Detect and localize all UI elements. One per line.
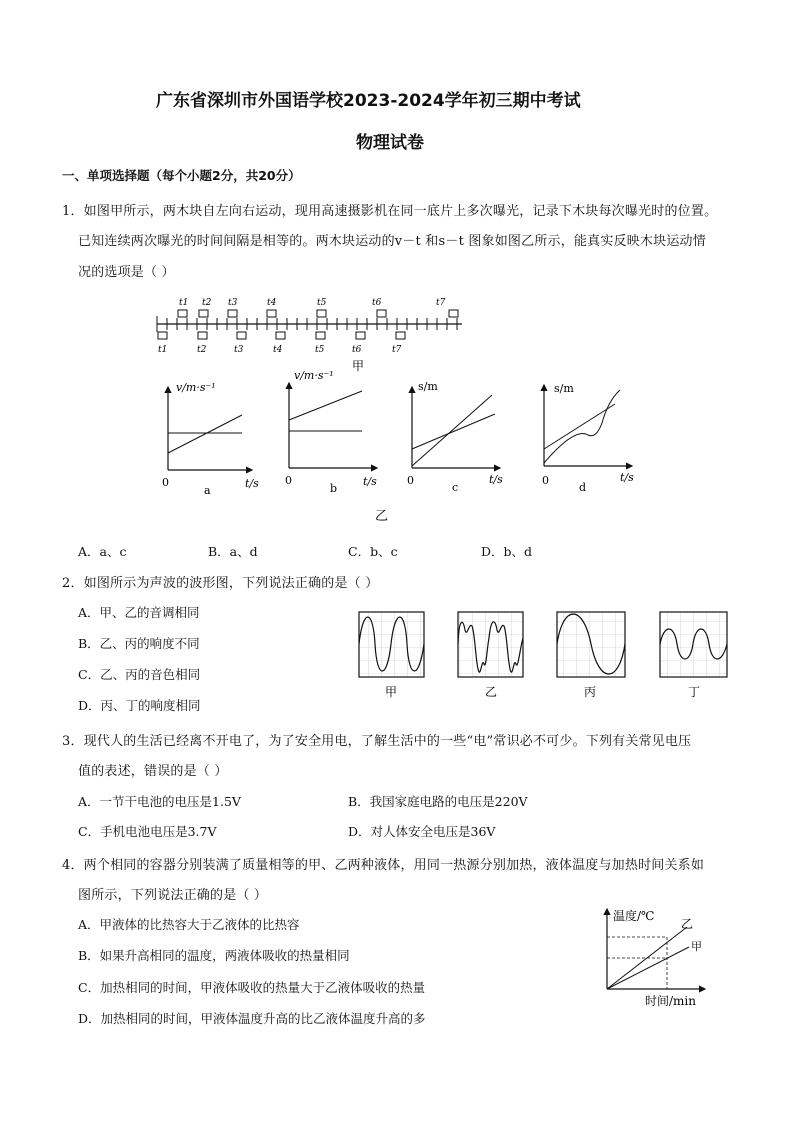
q4-option-c[interactable]: C．加热相同的时间，甲液体吸收的热量大于乙液体吸收的热量 [78,980,426,995]
wave-label-yi: 乙 [485,685,498,699]
top-label: t3 [228,298,238,308]
bottom-label: t3 [234,345,244,355]
q4-option-a[interactable]: A．甲液体的比热容大于乙液体的比热容 [78,917,300,932]
graph-c-name: c [452,481,459,494]
straight-line [544,404,615,449]
graph-a [162,381,259,497]
bottom-label: t1 [158,345,168,355]
graph-c-xlabel: t/s [489,473,503,486]
top-block [267,310,276,317]
q3-option-b[interactable]: B．我国家庭电路的电压是220V [348,794,528,809]
q1-line3: 况的选项是（ ） [78,265,175,280]
bottom-block [356,332,365,339]
bottom-label: t4 [273,345,283,355]
q4-option-b[interactable]: B．如果升高相同的温度，两液体吸收的热量相同 [78,948,350,963]
figure-caption-jia: 甲 [352,359,365,373]
curved-line [544,390,620,463]
graph-a-origin: 0 [162,476,169,489]
rising-line [168,415,242,453]
graph-d-name: d [579,481,587,494]
graph-c [407,380,503,494]
q1-figure-jia [140,290,480,375]
wave-label-ding: 丁 [688,685,701,699]
q4-line-label-yi: 乙 [681,917,694,931]
line-jia [607,947,689,989]
q1-option-b[interactable]: B．a、d [208,544,258,559]
q4-line-label-jia: 甲 [691,940,702,953]
graph-b [285,369,377,495]
q2-option-c[interactable]: C．乙、丙的音色相同 [78,667,201,682]
q1-line1: 1．如图甲所示，两木块自左向右运动，现用高速摄影机在同一底片上多次曝光，记录下木块每次曝光时的位置。 [62,204,718,219]
q2-waveforms [355,608,735,703]
bottom-block [316,332,325,339]
q1-option-c[interactable]: C．b、c [348,544,398,559]
wave-box-ding [660,612,727,699]
top-block [377,310,386,317]
top-label: t7 [436,298,446,308]
top-block [199,310,208,317]
top-label: t4 [267,298,277,308]
graph-d-xlabel: t/s [620,471,634,484]
top-block [228,310,237,317]
q1-option-a[interactable]: A．a、c [78,544,127,559]
q1-figure-yi [150,365,650,525]
q1-line2: 已知连续两次曝光的时间间隔是相等的。两木块运动的v－t 和s－t 图象如图乙所示，能真实反映木块运动情 [78,234,706,249]
bottom-block [158,332,167,339]
figure-caption-yi: 乙 [375,509,389,524]
q3-option-c[interactable]: C．手机电池电压是3.7V [78,824,217,839]
top-label: t5 [317,298,327,308]
rising-line [289,391,362,420]
graph-d-ylabel: s/m [554,382,574,395]
q2-option-a[interactable]: A．甲、乙的音调相同 [78,605,200,620]
page-title: 广东省深圳市外国语学校2023-2024学年初三期中考试 [156,91,581,111]
q4-line2: 图所示，下列说法正确的是（ ） [78,888,268,903]
top-block [449,310,458,317]
q4-xlabel: 时间/min [645,994,696,1008]
graph-c-ylabel: s/m [418,380,438,393]
q3-line2: 值的表述，错误的是（ ） [78,764,228,779]
top-block [178,310,187,317]
q2-stem: 2．如图所示为声波的波形图，下列说法正确的是（ ） [62,576,379,591]
slow-line [412,414,495,449]
graph-b-name: b [330,482,338,495]
q3-option-a[interactable]: A．一节干电池的电压是1.5V [78,794,241,809]
wave-label-bing: 丙 [584,685,597,699]
graph-a-xlabel: t/s [245,477,259,490]
top-block [317,310,326,317]
graph-c-origin: 0 [407,474,414,487]
q4-option-d[interactable]: D．加热相同的时间，甲液体温度升高的比乙液体温度升高的多 [78,1011,426,1026]
graph-a-ylabel: v/m·s⁻¹ [176,381,216,394]
bottom-block [276,332,285,339]
page-subtitle: 物理试卷 [356,133,424,153]
graph-d [542,382,634,494]
graph-b-ylabel: v/m·s⁻¹ [294,369,334,382]
q2-option-b[interactable]: B．乙、丙的响度不同 [78,636,200,651]
q4-ylabel: 温度/℃ [613,909,655,923]
top-label: t2 [202,298,212,308]
wave-box-yi [458,612,523,699]
bottom-label: t6 [352,345,362,355]
q1-option-d[interactable]: D．b、d [481,544,533,559]
bottom-block [198,332,207,339]
graph-d-origin: 0 [542,474,549,487]
bottom-block [237,332,246,339]
q4-line1: 4．两个相同的容器分别装满了质量相等的甲、乙两种液体，用同一热源分别加热，液体温度与加热时间关系如 [62,858,705,873]
graph-a-name: a [204,484,211,497]
graph-b-origin: 0 [285,474,292,487]
q2-option-d[interactable]: D．丙、丁的响度相同 [78,698,201,713]
section-heading: 一、单项选择题（每个小题2分，共20分） [62,168,301,183]
top-label: t1 [179,298,189,308]
bottom-block [396,332,405,339]
wave-box-bing [557,612,625,699]
bottom-label: t7 [392,345,402,355]
q3-option-d[interactable]: D．对人体安全电压是36V [348,824,496,839]
q3-line1: 3．现代人的生活已经离不开电了，为了安全用电，了解生活中的一些“电”常识必不可少。下列有关常见电压 [62,734,692,749]
wave-label-jia: 甲 [385,685,398,699]
bottom-label: t5 [315,345,325,355]
fast-line [412,395,492,466]
bottom-label: t2 [197,345,207,355]
top-label: t6 [372,298,382,308]
graph-b-xlabel: t/s [363,475,377,488]
q4-graph [595,905,735,1010]
wave-box-jia [359,612,424,699]
